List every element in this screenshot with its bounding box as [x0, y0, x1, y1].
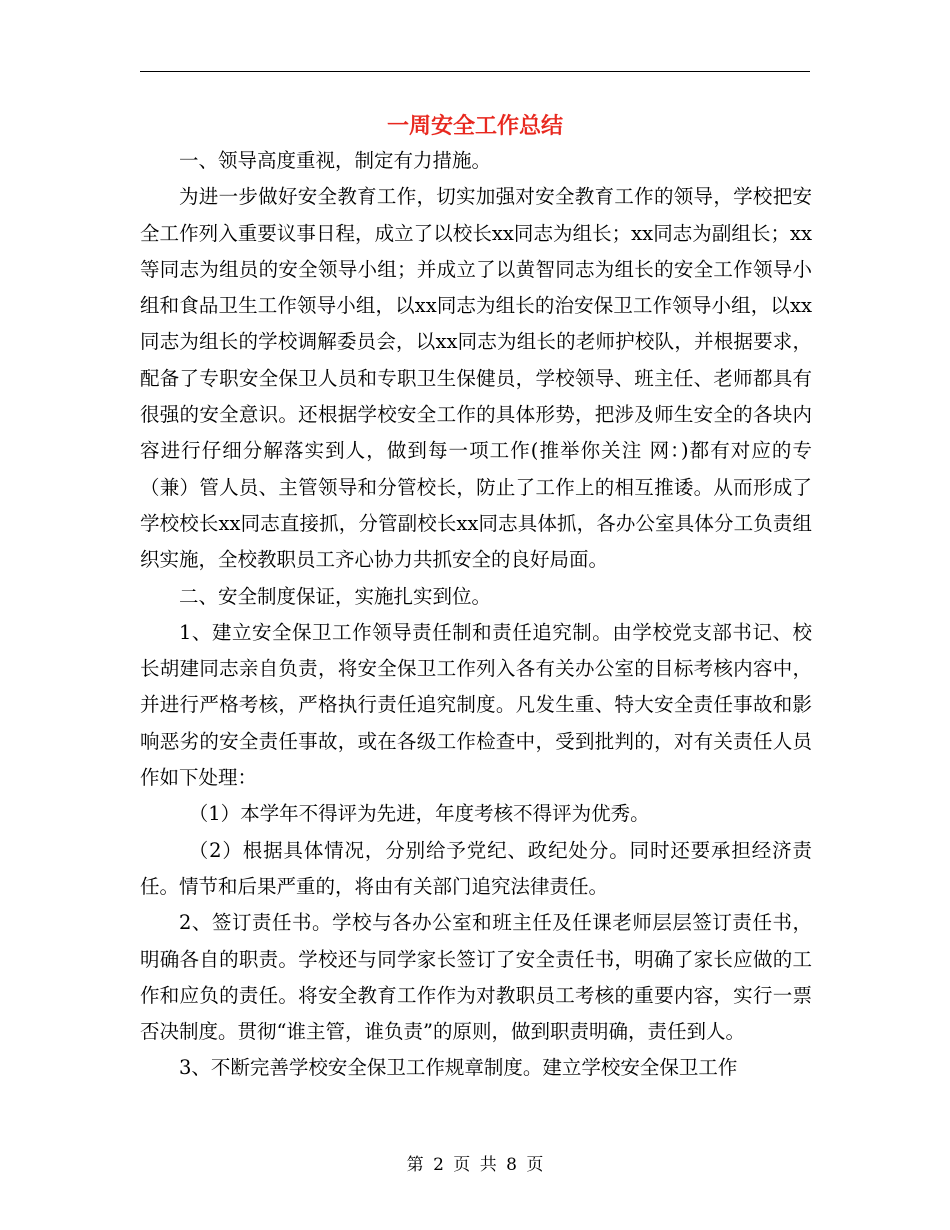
- header-rule: [140, 71, 810, 72]
- body-paragraph: 为进一步做好安全教育工作，切实加强对安全教育工作的领导，学校把安全工作列入重要议事日程，成立了以校长xx同志为组长；xx同志为副组长；xx等同志为组员的安全领导小组；并成立了以黄智同志为组长的安全工作领导小组和食品卫生工作领导小组，以xx同志为组长的治安保卫工作领导小组，以xx同志为组长的学校调解委员会，以xx同志为组长的老师护校队，并根据要求，配备了专职安全保卫人员和专职卫生保健员，学校领导、班主任、老师都具有很强的安全意识。还根据学校安全工作的具体形势，把涉及师生安全的各块内容进行仔细分解落实到人，做到每一项工作(推举你关注 网：)都有对应的专（兼）管人员、主管领导和分管校长，防止了工作上的相互推诿。从而形成了学校校长xx同志直接抓，分管副校长xx同志具体抓，各办公室具体分工负责组织实施，全校教职员工齐心协力共抓安全的良好局面。: [140, 185, 812, 572]
- section-heading-2: 二、安全制度保证，实施扎实到位。: [179, 584, 492, 608]
- section-heading-1: 一、领导高度重视，制定有力措施。: [179, 149, 492, 172]
- body-paragraph: 3、不断完善学校安全保卫工作规章制度。建立学校安全保卫工作: [179, 1056, 738, 1080]
- document-title: 一周安全工作总结: [386, 114, 563, 139]
- page-number-footer: 第 2 页 共 8 页: [406, 1155, 544, 1175]
- body-paragraph: 1、建立安全保卫工作领导责任制和责任追究制。由学校党支部书记、校长胡建同志亲自负责，将安全保卫工作列入各有关办公室的目标考核内容中，并进行严格考核，严格执行责任追究制度。凡发生重、特大安全责任事故和影响恶劣的安全责任事故，或在各级工作检查中，受到批判的，对有关责任人员作如下处理：: [140, 620, 812, 790]
- list-item: （1）本学年不得评为先进，年度考核不得评为优秀。: [188, 802, 650, 826]
- document-body: [140, 143, 812, 1087]
- body-paragraph: 2、签订责任书。学校与各办公室和班主任及任课老师层层签订责任书，明确各自的职责。学校还与同学家长签订了安全责任书，明确了家长应做的工作和应负的责任。将安全教育工作作为对教职员工考核的重要内容，实行一票否决制度。贯彻“谁主管，谁负责”的原则，做到职责明确，责任到人。: [140, 911, 812, 1044]
- list-item: （2）根据具体情况，分别给予党纪、政纪处分。同时还要承担经济责任。情节和后果严重的，将由有关部门追究法律责任。: [140, 838, 812, 898]
